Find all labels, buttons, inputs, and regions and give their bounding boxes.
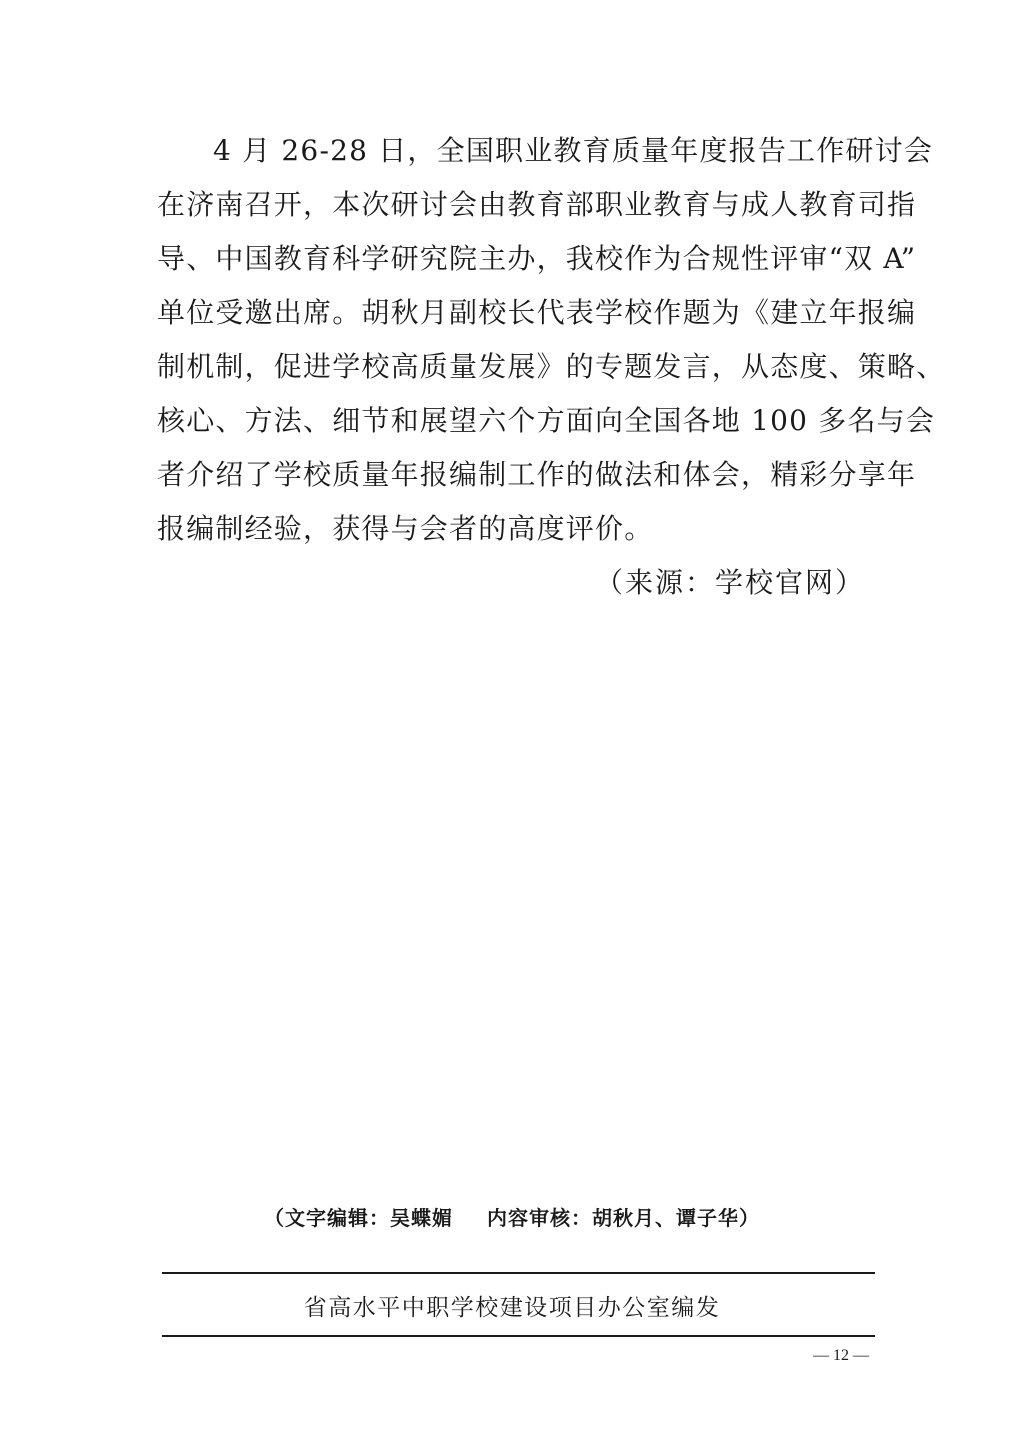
article-line-2: 在济南召开，本次研讨会由教育部职业教育与成人教育司指: [157, 188, 917, 221]
article-line-1: 4 月 26-28 日，全国职业教育质量年度报告工作研讨会: [213, 134, 934, 167]
credits-open-paren: （: [264, 1206, 285, 1230]
credits-close-paren: ）: [739, 1206, 760, 1230]
article-source: （来源：学校官网）: [594, 566, 865, 599]
text-editor-credit: 文字编辑：吴蝶媚: [285, 1206, 453, 1230]
publisher-line: 省高水平中职学校建设项目办公室编发: [303, 1295, 721, 1321]
footer-bottom-rule: [162, 1335, 875, 1337]
editor-credits: [0, 1203, 1024, 1233]
article-line-7: 者介绍了学校质量年报编制工作的做法和体会，精彩分享年: [157, 458, 917, 491]
article-line-5: 制机制，促进学校高质量发展》的专题发言，从态度、策略、: [157, 350, 946, 383]
article-line-8: 报编制经验，获得与会者的高度评价。: [157, 512, 654, 545]
page-number: — 12 —: [813, 1347, 869, 1364]
article-line-6: 核心、方法、细节和展望六个方面向全国各地 100 多名与会: [157, 404, 936, 437]
footer-top-rule: [162, 1272, 875, 1274]
content-reviewer-credit: 内容审核：胡秋月、谭子华: [487, 1206, 739, 1230]
article-line-3: 导、中国教育科学研究院主办，我校作为合规性评审“双 A”: [157, 242, 917, 275]
article-line-4: 单位受邀出席。胡秋月副校长代表学校作题为《建立年报编: [157, 296, 917, 329]
